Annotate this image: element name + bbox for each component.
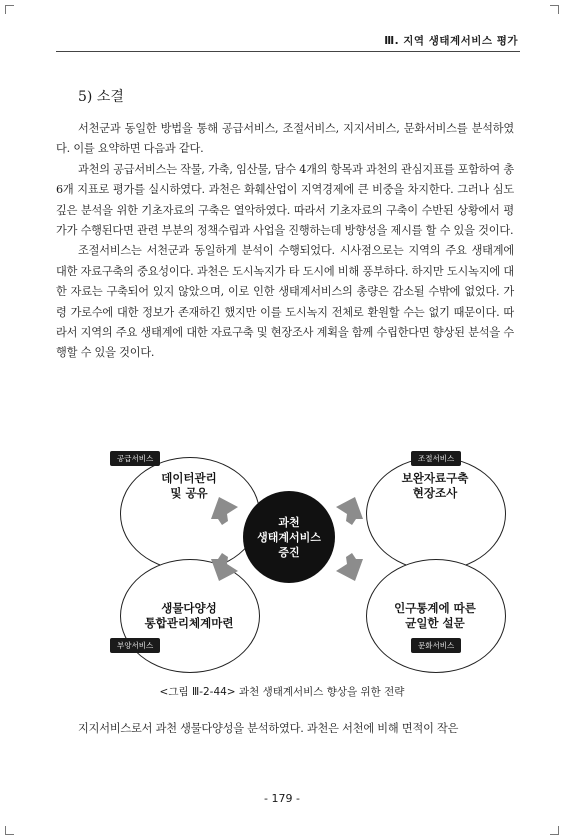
section-title: 5) 소결 — [78, 89, 124, 105]
body-text — [56, 119, 514, 364]
node-cultural-line-2: 균일한 설문 — [405, 616, 465, 630]
node-cultural-tag: 문화서비스 — [411, 638, 461, 653]
paragraph-summary-intro: 서천군과 동일한 방법을 통해 공급서비스, 조절서비스, 지지서비스, 문화서비스를 분석하였다. 이를 요약하면 다음과 같다. — [56, 122, 514, 156]
node-provisioning-line-1: 데이터관리 — [161, 471, 217, 485]
paragraph-provisioning: 과천의 공급서비스는 작물, 가축, 임산물, 담수 4개의 항목과 과천의 관심지표를 포함하여 총 6개 지표로 평가를 실시하였다. 과천은 화훼산업이 지역경제에 큰 비중을 차지한다. 그러나 심도 깊은 분석을 위한 기초자료의 구축은 열악하였다. 따라서 기초자료의 구축이 수반된 상황에서 평가가 수행된다면 관련 부분의 정책수립과 사업을 진행하는데 방향성을 제시를 할 수 있을 것이다. — [56, 162, 514, 238]
node-regulating-line-1: 보완자료구축 — [401, 471, 469, 485]
node-cultural-line-1: 인구통계에 따른 — [394, 601, 476, 615]
paragraph-supporting: 지지서비스로서 과천 생물다양성을 분석하였다. 과천은 서천에 비해 면적이 작은 — [78, 722, 459, 735]
paragraph-regulating: 조절서비스는 서천군과 동일하게 분석이 수행되었다. 시사점으로는 지역의 주요 생태계에 대한 자료구축의 중요성이다. 과천은 도시녹지가 타 도시에 비해 풍부하다. 하지만 도시녹지에 대한 자료는 구축되어 있지 않았으며, 이로 인한 생태계서비스의 총량은 감소될 수밖에 없었다. 가령 가로수에 대한 정보가 존재하긴 했지만 이를 도시녹지 전체로 환원할 수는 없기 때문이다. 따라서 지역의 주요 생태계에 대한 자료구축 및 현장조사 계획을 함께 수립한다면 향상된 분석을 수행할 수 있을 것이다. — [56, 244, 514, 360]
arrow-top-right — [336, 497, 363, 525]
running-header: Ⅲ. 지역 생태계서비스 평가 — [384, 35, 518, 47]
crop-mark-bottom-left — [5, 826, 14, 835]
node-regulating-line-2: 현장조사 — [412, 486, 458, 500]
crop-mark-bottom-right — [550, 826, 559, 835]
center-line-2: 생태계서비스 — [257, 530, 321, 544]
strategy-diagram — [0, 435, 564, 675]
crop-mark-top-right — [550, 5, 559, 14]
crop-mark-top-left — [5, 5, 14, 14]
node-provisioning-line-2: 및 공유 — [170, 486, 208, 500]
page-number: - 179 - — [264, 792, 300, 805]
center-circle — [243, 491, 335, 583]
node-provisioning-tag: 공급서비스 — [110, 451, 160, 466]
arrow-bottom-right — [336, 553, 363, 581]
arrow-top-left — [211, 497, 238, 525]
node-supporting-line-1: 생물다양성 — [161, 601, 217, 615]
figure-caption: <그림 Ⅲ-2-44> 과천 생태계서비스 향상을 위한 전략 — [159, 686, 405, 698]
arrow-bottom-left — [211, 553, 238, 581]
node-supporting-tag: 부양서비스 — [110, 638, 160, 653]
center-line-1: 과천 — [278, 515, 300, 529]
node-supporting-line-2: 통합관리체계마련 — [144, 616, 234, 630]
header-rule — [56, 51, 520, 52]
center-line-3: 증진 — [278, 545, 300, 559]
node-regulating-tag: 조절서비스 — [411, 451, 461, 466]
